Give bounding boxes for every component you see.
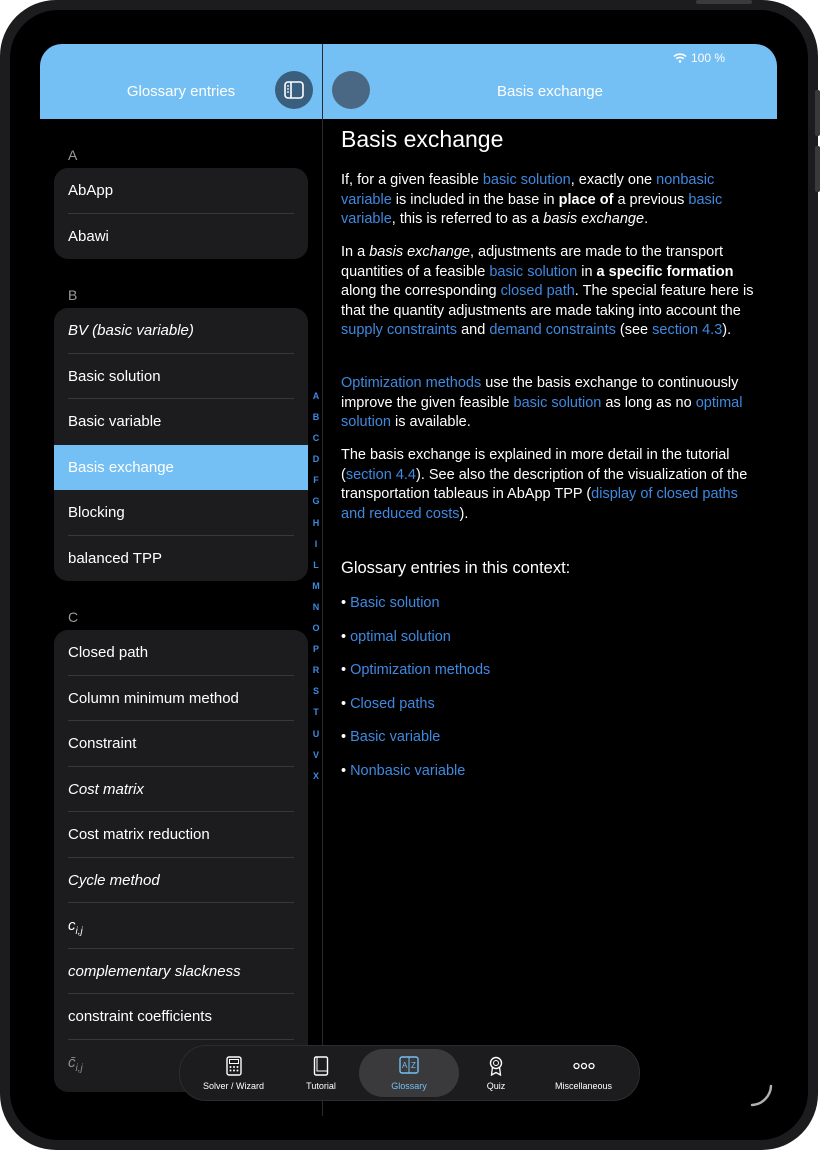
link-section-4-3[interactable]: section 4.3 [652,322,723,338]
tab-label: Quiz [486,1081,506,1091]
list-item[interactable]: balanced TPP [68,549,162,567]
link-optimization-methods[interactable]: Optimization methods [341,375,482,391]
link-basic-solution[interactable]: basic solution [513,394,602,411]
section-header-b: B [68,287,78,303]
toggle-sidebar-button[interactable] [275,71,313,109]
list-item[interactable]: Column minimum method [54,676,308,722]
index-letter[interactable]: T [313,707,319,718]
book-icon [313,1056,329,1076]
calculator-icon [226,1056,242,1076]
header [40,44,777,119]
index-letter[interactable]: P [312,644,319,655]
glossary-list [40,119,322,1116]
group-a [54,168,308,259]
top-button [696,0,752,4]
tab-label: Miscellaneous [554,1081,613,1091]
paragraph-2: In a basis exchange, adjustments are made to the transport quantities of a feasible basic solution in a specific formation along the corresponding closed path. The special feature here is that the quantity adjustments are made taking into account the supply constraints and demand constraints (see section 4.3). [341,244,754,338]
svg-text:A: A [402,1061,408,1070]
related-entry[interactable]: • Basic variable [341,729,441,745]
list-item[interactable]: Closed path [54,630,308,676]
list-item[interactable]: constraint coefficients [54,994,308,1040]
index-letter[interactable]: B [312,412,320,423]
related-entry[interactable]: • Basic solution [341,595,440,611]
link-display-closed-paths[interactable]: display of closed paths and reduced costs [341,486,738,522]
page-title: Basis exchange [341,126,504,152]
link-basic-variable[interactable]: basic variable [341,191,723,227]
index-letter[interactable]: G [312,496,320,507]
link-closed-path[interactable]: closed path [500,283,575,299]
index-letter[interactable]: F [313,475,319,486]
ellipsis-icon [573,1056,595,1076]
corner-handle-icon [748,1083,774,1109]
related-entry[interactable]: • Nonbasic variable [341,763,466,779]
related-entry[interactable]: • Closed paths [341,696,435,712]
group-c [54,630,308,1092]
sidebar-title: Glossary entries [126,83,236,100]
group-b [54,308,308,581]
tab-label: Solver / Wizard [202,1081,264,1091]
detail-title: Basis exchange [497,83,603,100]
link-nonbasic-variable[interactable]: nonbasic variable [341,172,715,208]
tab-quiz[interactable] [461,1046,531,1100]
index-letter[interactable]: H [312,517,320,528]
index-letter[interactable]: N [312,601,320,612]
list-item[interactable]: BV (basic variable) [54,308,308,354]
tab-tutorial[interactable] [281,1046,361,1100]
section-header-c: C [68,609,79,625]
link-demand-constraints[interactable]: demand constraints [489,322,616,338]
list-item[interactable]: Constraint [54,721,308,767]
link-basic-solution[interactable]: basic solution [482,172,571,188]
tab-label: Tutorial [306,1081,336,1091]
list-item[interactable]: Abawi [68,227,109,245]
paragraph-4: The basis exchange is explained in more detail in the tutorial (section 4.4). See also the description of the visualization of the transportation tableaus in AbApp TPP (display of closed paths and reduced costs). [341,447,748,522]
list-item[interactable]: Cost matrix [54,767,308,813]
index-letter[interactable]: I [314,538,318,549]
related-entry[interactable]: • Optimization methods [341,662,491,678]
link-optimal-solution[interactable]: optimal solution [341,394,743,430]
paragraph-1: If, for a given feasible basic solution, exactly one nonbasic variable is included in the base in place of a previous basic variable, this is referred to as a basis exchange. [341,172,723,227]
list-item-selected[interactable]: Basis exchange [54,445,308,491]
list-item[interactable]: AbApp [54,168,308,214]
index-letter[interactable]: U [312,728,320,739]
award-icon [488,1056,504,1076]
related-entries-title: Glossary entries in this context: [341,559,571,577]
wifi-icon [673,53,687,63]
tab-miscellaneous[interactable] [531,1046,636,1100]
list-item[interactable]: $c_{i,j}$ [54,903,308,949]
glossary-icon [399,1056,419,1074]
index-letter[interactable]: R [312,665,320,676]
related-entry[interactable]: • optimal solution [341,629,451,645]
volume-down-button [815,146,820,192]
list-item[interactable]: $c̄_{i,j}$ [68,1053,83,1074]
list-item[interactable]: Blocking [54,490,308,536]
sidebar-icon [284,81,304,99]
screen [40,44,777,1116]
section-index[interactable] [306,386,326,787]
list-item[interactable]: Basic solution [54,354,308,400]
index-letter[interactable]: O [312,623,320,634]
index-letter[interactable]: D [312,454,320,465]
tab-solver-wizard[interactable] [186,1046,281,1100]
tab-label: Glossary [391,1081,427,1091]
paragraph-3: Optimization methods use the basis exchange to continuously improve the given feasible basic solution as long as no optimal solution is available. [341,375,743,430]
tab-glossary[interactable] [359,1049,459,1097]
list-item[interactable]: Basic variable [68,413,162,430]
index-letter[interactable]: M [312,580,320,591]
index-letter[interactable]: S [312,686,319,697]
index-letter[interactable]: A [312,391,320,401]
section-header-a: A [68,147,78,163]
list-item[interactable]: complementary slackness [54,949,308,995]
battery-text: 100 % [690,51,725,65]
volume-up-button [815,90,820,136]
list-item[interactable]: Cycle method [54,858,308,904]
index-letter[interactable]: C [312,433,320,444]
tab-bar [179,1045,640,1101]
list-item[interactable]: Cost matrix reduction [54,812,308,858]
index-letter[interactable]: X [312,770,319,781]
link-supply-constraints[interactable]: supply constraints [341,322,458,338]
index-letter[interactable]: L [313,559,319,570]
link-section-4-4[interactable]: section 4.4 [345,466,416,483]
link-basic-solution[interactable]: basic solution [489,263,578,280]
index-letter[interactable]: V [312,749,319,760]
status-bar [673,51,725,65]
svg-text:Z: Z [411,1061,416,1070]
